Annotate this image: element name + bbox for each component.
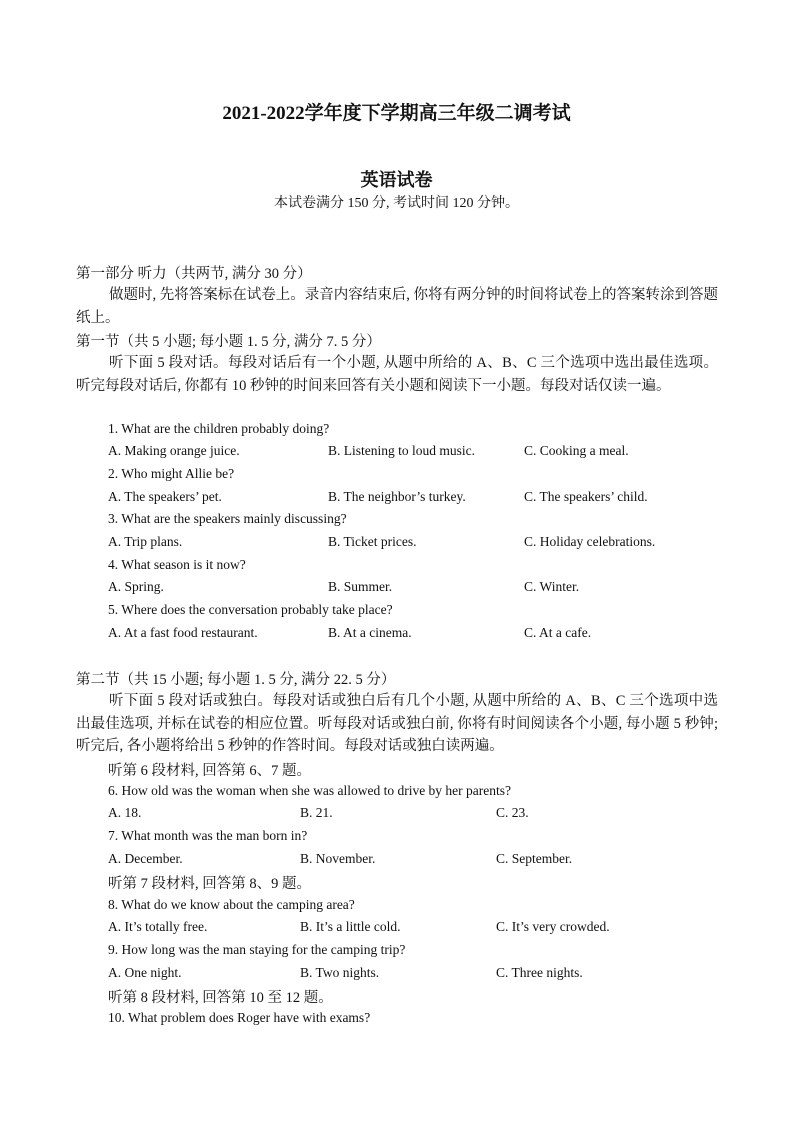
q4-option-b: B. Summer. [328,579,393,594]
exam-title: 2021-2022学年度下学期高三年级二调考试 [222,103,571,124]
question-5: 5. Where does the conversation probably take place? [108,602,393,617]
question-8: 8. What do we know about the camping area? [108,897,355,912]
q4-option-c: C. Winter. [524,579,580,594]
q8-option-a: A. It’s totally free. [108,919,208,934]
q7-option-b: B. November. [300,851,376,866]
q2-option-a: A. The speakers’ pet. [108,489,222,504]
q3-option-a: A. Trip plans. [108,534,183,549]
part1-heading: 第一部分 听力（共两节, 满分 30 分） [76,266,312,282]
q4-option-a: A. Spring. [108,579,164,594]
q7-option-a: A. December. [108,851,183,866]
q3-option-b: B. Ticket prices. [328,534,417,549]
q5-option-b: B. At a cinema. [328,625,412,640]
section1-instructions: 听下面 5 段对话。每段对话后有一个小题, 从题中所给的 A、B、C 三个选项中选出最佳选项。听完每段对话后, 你都有 10 秒钟的时间来回答有关小题和阅读下一小题。每段对话仅读一遍。 [76,355,718,394]
material-8-label: 听第 8 段材料, 回答第 10 至 12 题。 [108,990,333,1006]
section2-heading: 第二节（共 15 小题; 每小题 1. 5 分, 满分 22. 5 分） [76,672,396,688]
part1-instructions: 做题时, 先将答案标在试卷上。录音内容结束后, 你将有两分钟的时间将试卷上的答案转涂到答题纸上。 [76,287,718,326]
q1-option-c: C. Cooking a meal. [524,443,629,458]
question-9: 9. How long was the man staying for the camping trip? [108,942,406,957]
question-1: 1. What are the children probably doing? [108,421,330,436]
subject-title: 英语试卷 [360,170,433,190]
q2-option-c: C. The speakers’ child. [524,489,648,504]
question-4: 4. What season is it now? [108,557,246,572]
q5-option-c: C. At a cafe. [524,625,592,640]
q5-option-a: A. At a fast food restaurant. [108,625,258,640]
material-7-label: 听第 7 段材料, 回答第 8、9 题。 [108,876,311,892]
q3-option-c: C. Holiday celebrations. [524,534,656,549]
q9-option-b: B. Two nights. [300,965,380,980]
question-3: 3. What are the speakers mainly discussing? [108,511,347,526]
exam-note: 本试卷满分 150 分, 考试时间 120 分钟。 [274,196,519,211]
q6-option-a: A. 18. [108,805,142,820]
question-2: 2. Who might Allie be? [108,466,235,481]
q6-option-b: B. 21. [300,805,333,820]
q6-option-c: C. 23. [496,805,529,820]
q9-option-c: C. Three nights. [496,965,583,980]
section2-instructions: 听下面 5 段对话或独白。每段对话或独白后有几个小题, 从题中所给的 A、B、C 三个选项中选出最佳选项, 并标在试卷的相应位置。听每段对话或独白前, 你将有时间阅读各个小题, 每小题 5 秒钟; 听完后, 各小题将给出 5 秒钟的作答时间。每段对话或独白读两遍。 [76,693,718,755]
section1-heading: 第一节（共 5 小题; 每小题 1. 5 分, 满分 7. 5 分） [76,334,381,350]
q2-option-b: B. The neighbor’s turkey. [328,489,466,504]
question-10: 10. What problem does Roger have with exams? [108,1010,371,1025]
q8-option-b: B. It’s a little cold. [300,919,401,934]
question-6: 6. How old was the woman when she was allowed to drive by her parents? [108,783,512,798]
material-6-label: 听第 6 段材料, 回答第 6、7 题。 [108,763,311,779]
q1-option-a: A. Making orange juice. [108,443,240,458]
question-7: 7. What month was the man born in? [108,828,308,843]
q8-option-c: C. It’s very crowded. [496,919,610,934]
q9-option-a: A. One night. [108,965,182,980]
q1-option-b: B. Listening to loud music. [328,443,475,458]
q7-option-c: C. September. [496,851,573,866]
